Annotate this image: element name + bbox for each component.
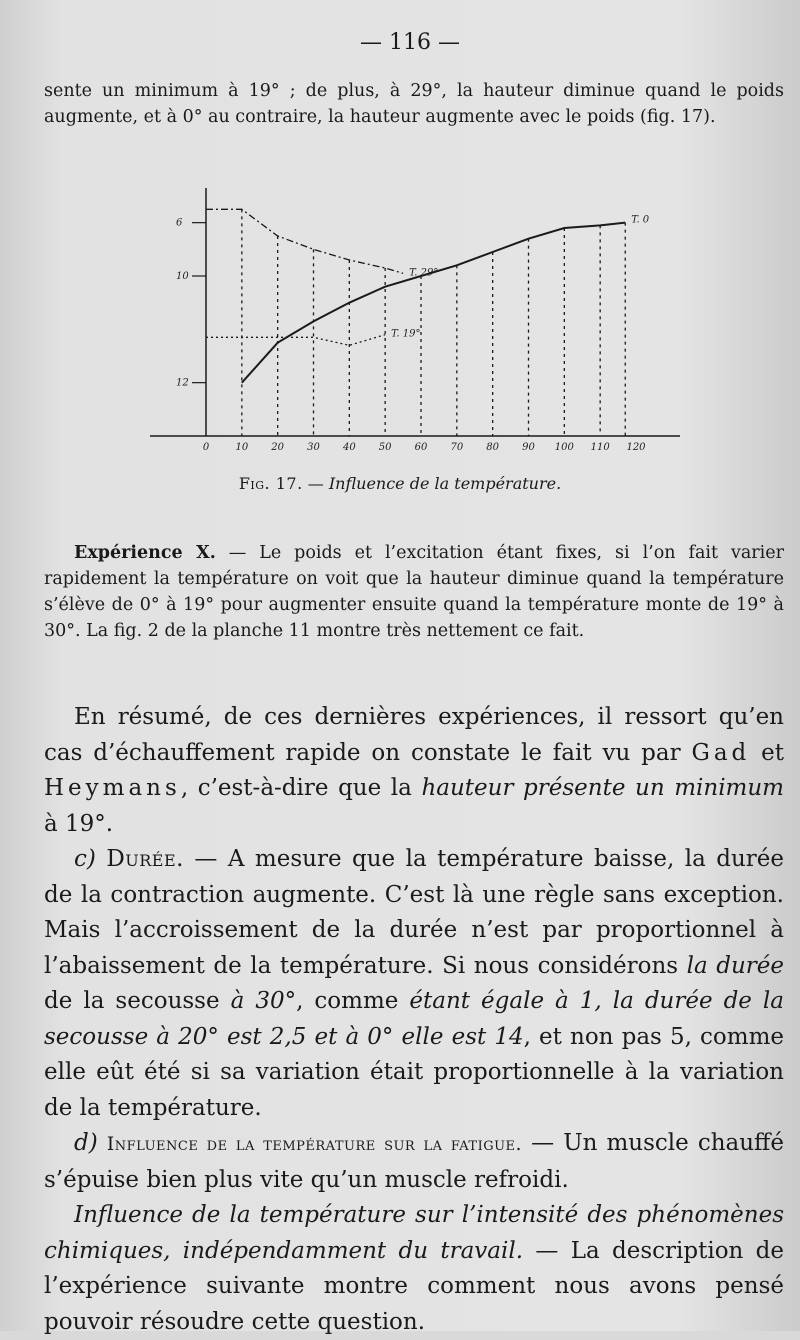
main-text	[44, 700, 784, 1340]
x-tick-label: 100	[554, 442, 574, 453]
duree-text-3: , comme	[296, 988, 410, 1014]
resume-text-4: à 19°.	[44, 810, 114, 837]
x-tick-label: 120	[626, 442, 646, 453]
resume-paragraph	[44, 700, 784, 842]
fatigue-heading: Influence de la température sur la fatigue.	[106, 1133, 523, 1155]
duree-italic-3: étant égale à 1, la durée de la secousse à 20° est 2,5 et à 0° elle est 14	[44, 988, 784, 1050]
duree-heading: Durée.	[106, 846, 184, 872]
duree-text-1: — A mesure que la température baisse, la durée de la contraction augmente. C’est là une règle sans exception. Mais l’accroissement de la durée n’est par proportionnel à l’abaissement de la température. Si nous considérons	[44, 846, 784, 979]
fatigue-text: — Un muscle chauffé s’épuise bien plus vite qu’un muscle refroidi.	[44, 1130, 784, 1193]
figure-caption-dash: —	[302, 474, 329, 493]
series-line-2	[206, 209, 403, 273]
figure-caption-label: Fig. 17.	[238, 474, 303, 493]
x-tick-label: 60	[414, 442, 428, 453]
x-tick-label: 0	[202, 442, 210, 453]
resume-text-3: , c’est-à-dire que la	[180, 775, 422, 801]
x-tick-label: 110	[590, 442, 610, 453]
x-tick-label: 40	[342, 442, 356, 453]
resume-text-2: et	[750, 739, 785, 766]
series-line-3	[206, 335, 385, 346]
y-tick-label: 10	[176, 271, 189, 282]
x-tick-label: 50	[378, 442, 392, 453]
chimique-italic: Influence de la température sur l’intensité des phénomènes chimiques, indépendamment du travail.	[44, 1202, 784, 1264]
top-paragraph	[44, 78, 784, 130]
figure-17-chart	[150, 186, 690, 456]
x-tick-label: 70	[450, 442, 464, 453]
x-tick-label: 80	[486, 442, 500, 453]
series-line-1	[242, 223, 625, 383]
x-tick-label: 20	[271, 442, 285, 453]
x-tick-label: 10	[235, 442, 249, 453]
duree-paragraph	[44, 842, 784, 1126]
duree-letter: c)	[74, 846, 96, 872]
figure-caption	[0, 474, 800, 493]
y-tick-label: 12	[176, 377, 189, 389]
page-number: — 116 —	[360, 30, 460, 55]
author-heymans: Heymans	[44, 775, 181, 801]
series-label: T. 0	[631, 214, 650, 226]
experience-x-paragraph	[44, 540, 784, 644]
fatigue-paragraph	[44, 1126, 784, 1198]
chimique-text: — La description de l’expérience suivante montre comment nous avons pensé pouvoir résoudre cette question.	[44, 1237, 785, 1335]
fatigue-letter: d)	[74, 1130, 98, 1156]
author-gad: Gad	[691, 739, 751, 766]
x-tick-label: 30	[307, 442, 320, 453]
duree-italic-2: à 30°	[230, 988, 297, 1014]
resume-text-1: En résumé, de ces dernières expériences, il ressort qu’en cas d’échauffement rapide on constate le fait vu par	[44, 704, 784, 766]
figure-caption-title: Influence de la température.	[328, 474, 562, 493]
y-tick-label: 6	[176, 217, 183, 229]
duree-text-4: , et non pas 5, comme elle eût été si sa variation était proportionnelle à la variation de la température.	[44, 1023, 784, 1121]
duree-text-2: de la secousse	[44, 988, 231, 1014]
experience-x-label: Expérience X.	[74, 543, 216, 563]
top-paragraph-text: sente un minimum à 19° ; de plus, à 29°, la hauteur diminue quand le poids augmente, et à 0° au contraire, la hauteur augmente avec le poids (fig. 17).	[44, 81, 784, 127]
series-label: T. 19°	[391, 328, 421, 340]
chimique-paragraph	[44, 1198, 784, 1340]
experience-x-text: — Le poids et l’excitation étant fixes, si l’on fait varier rapidement la température on voit que la hauteur diminue quand la température s’élève de 0° à 19° pour augmenter ensuite quand la température monte de 19° à 30°. La fig. 2 de la planche 11 montre très nettement ce fait.	[44, 543, 784, 641]
resume-italic: hauteur présente un minimum	[421, 775, 784, 801]
series-label: T. 29°	[409, 267, 439, 279]
x-tick-label: 90	[522, 442, 535, 453]
duree-italic-1: la durée	[686, 952, 784, 979]
